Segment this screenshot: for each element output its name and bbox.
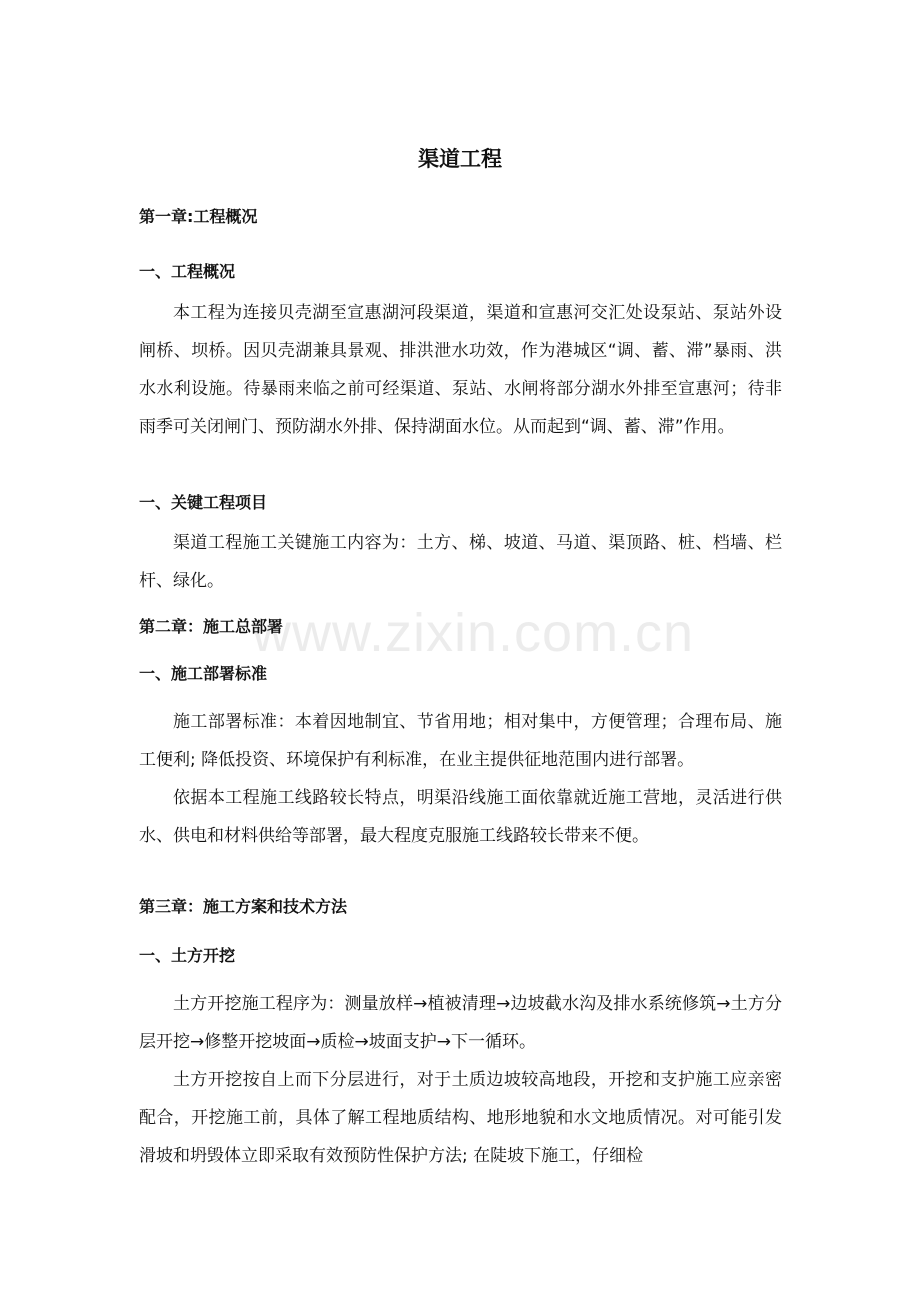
key-items-paragraph: 渠道工程施工关键施工内容为：土方、梯、坡道、马道、渠顶路、桩、档墙、栏杆、绿化。 <box>139 533 782 591</box>
deployment-paragraph-1: 施工部署标准：本着因地制宜、节省用地；相对集中，方便管理；合理布局、施工便利; 降低投资、环境保护有利标准，在业主提供征地范围内进行部署。 <box>139 712 782 770</box>
section-overview-heading: 一、工程概况 <box>139 262 236 281</box>
document-title: 渠道工程 <box>418 146 502 171</box>
chapter-3-heading: 第三章：施工方案和技术方法 <box>139 897 348 916</box>
section-key-items-heading: 一、关键工程项目 <box>139 493 268 512</box>
overview-paragraph: 本工程为连接贝壳湖至宣惠湖河段渠道，渠道和宣惠河交汇处设泵站、泵站外设闸桥、坝桥。因贝壳湖兼具景观、排洪泄水功效，作为港城区“调、蓄、滞”暴雨、洪水水利设施。待暴雨来临之前可经渠道、泵站、水闸将部分湖水外排至宣惠河；待非雨季可关闭闸门、预防湖水外排、保持湖面水位。从而起到“调、蓄、滞”作用。 <box>139 303 782 437</box>
section-deployment-heading: 一、施工部署标准 <box>139 664 268 683</box>
section-earthwork-heading: 一、土方开挖 <box>139 946 236 965</box>
earthwork-paragraph-1: 土方开挖施工程序为：测量放样→植被清理→边坡截水沟及排水系统修筑→土方分层开挖→修整开挖坡面→质检→坡面支护→下一循环。 <box>139 994 782 1052</box>
earthwork-paragraph-2: 土方开挖按自上而下分层进行，对于土质边坡较高地段，开挖和支护施工应亲密配合，开挖施工前，具体了解工程地质结构、地形地貌和水文地质情况。对可能引发滑坡和坍毁体立即采取有效预防性保护方法; 在陡坡下施工，仔细检 <box>139 1070 782 1166</box>
watermark: www.zixin.com.cn <box>252 603 695 663</box>
chapter-2-heading: 第二章：施工总部署 <box>139 617 284 636</box>
deployment-paragraph-2: 依据本工程施工线路较长特点，明渠沿线施工面依靠就近施工营地，灵活进行供水、供电和材料供给等部署，最大程度克服施工线路较长带来不便。 <box>139 788 782 846</box>
chapter-1-heading: 第一章:工程概况 <box>139 207 258 226</box>
